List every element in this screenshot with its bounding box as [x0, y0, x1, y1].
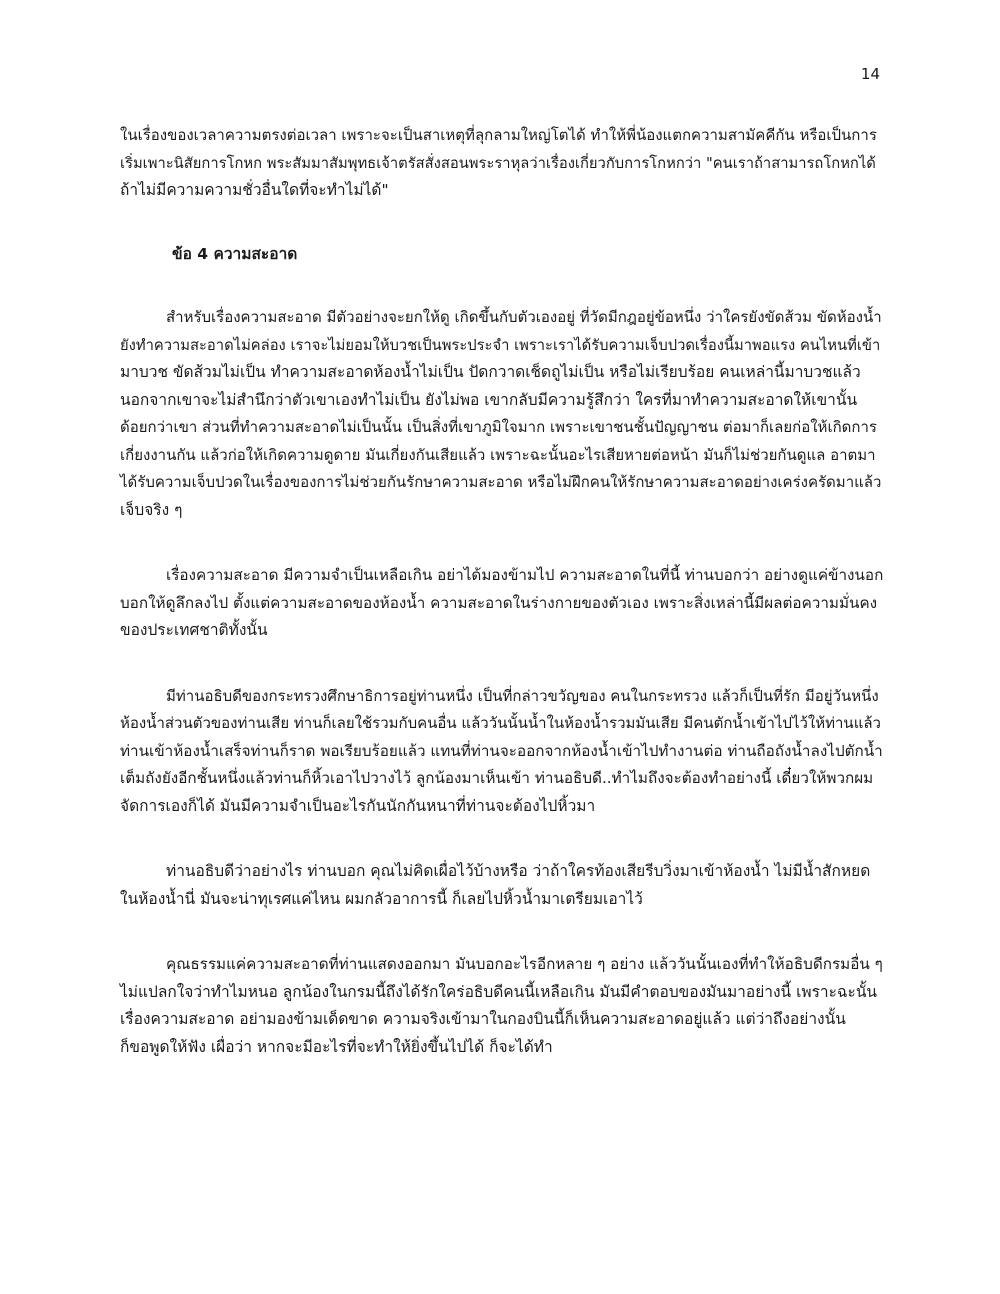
paragraph-1 — [120, 304, 885, 524]
text-line: มาบวช ขัดส้วมไม่เป็น ทำความสะอาดห้องน้ำไม่เป็น ปัดกวาดเช็ดถูไม่เป็น หรือไม่เรียบร้อย คนเหล่านี้มาบวชแล้ว — [120, 363, 861, 381]
paragraph-4 — [120, 858, 885, 913]
text-line: ก็ขอพูดให้ฟัง เผื่อว่า หากจะมีอะไรที่จะทำให้ยิ่งขึ้นไปได้ ก็จะได้ทำ — [120, 1037, 553, 1056]
page-number: 14 — [860, 65, 880, 83]
text-line: ได้รับความเจ็บปวดในเรื่องของการไม่ช่วยกันรักษาความสะอาด หรือไม่ฝึกคนให้รักษาความสะอาดอย่างเคร่งครัดมาแล้ว — [120, 473, 882, 491]
text-line: เรื่องความสะอาด อย่ามองข้ามเด็ดขาด ความจริงเข้ามาในกองบินนี้ก็เห็นความสะอาดอยู่แล้ว แต่ว่าถึงอย่างนั้น — [120, 1010, 846, 1028]
text-line: เกี่ยงงานกัน แล้วก่อให้เกิดความดูดาย มันเกี่ยงกันเสียแล้ว เพราะฉะนั้นอะไรเสียหายต่อหน้า มันก็ไม่ช่วยกันดูแล อาตมา — [120, 445, 876, 464]
text-line: ยังทำความสะอาดไม่คล่อง เราจะไม่ยอมให้บวชเป็นพระประจำ เพราะเราได้รับความเจ็บปวดเรื่องนี้มาพอแรง คนไหนที่เข้า — [120, 336, 881, 354]
text-line: ท่านเข้าห้องน้ำเสร็จท่านก็ราด พอเรียบร้อยแล้ว แทนที่ท่านจะออกจากห้องน้ำเข้าไปทำงานต่อ ท่านถือถังน้ำลงไปตักน้ำ — [120, 741, 883, 760]
paragraph-2 — [120, 562, 885, 645]
text-line: ท่านอธิบดีว่าอย่างไร ท่านบอก คุณไม่คิดเผื่อไว้บ้างหรือ ว่าถ้าใครท้องเสียรีบวิ่งมาเข้าห้องน้ำ ไม่มีน้ำสักหยด — [166, 862, 871, 880]
text-line: เต็มถังยังอีกชั้นหนึ่งแล้วท่านก็หิ้วเอาไปวางไว้ ลูกน้องมาเห็นเข้า ท่านอธิบดี..ทำไมถึงจะต้องทำอย่างนี้ เดี๋ยวให้พวกผม — [120, 769, 874, 787]
text-line: ด้อยกว่าเขา ส่วนที่ทำความสะอาดไม่เป็นนั้น เป็นสิ่งที่เขาภูมิใจมาก เพราะเขาชนชั้นปัญญาชน ต่อมาก็เลยก่อให้เกิดการ — [120, 418, 877, 436]
paragraph-5 — [120, 951, 885, 1061]
text-line: เจ็บจริง ๆ — [120, 500, 183, 519]
document-body — [120, 122, 885, 1061]
text-line: บอกให้ดูลึกลงไป ตั้งแต่ความสะอาดของห้องน้ำ ความสะอาดในร่างกายของตัวเอง เพราะสิ่งเหล่านี้มีผลต่อความมั่นคง — [120, 593, 878, 612]
text-line: ถ้าไม่มีความความชั่วอื่นใดที่จะทำไม่ได้" — [120, 181, 389, 199]
text-line: นอกจากเขาจะไม่สำนึกว่าตัวเขาเองทำไม่เป็น ยังไม่พอ เขากลับมีความรู้สึกว่า ใครที่มาทำความสะอาดให้เขานั้น — [120, 390, 858, 409]
intro-paragraph — [120, 122, 885, 205]
text-line: ห้องน้ำส่วนตัวของท่านเสีย ท่านก็เลยใช้รวมกับคนอื่น แล้ววันนั้นน้ำในห้องน้ำรวมมันเสีย มีคนตักน้ำเข้าไปไว้ให้ท่านแล้ว — [120, 714, 881, 732]
text-line: คุณธรรมแค่ความสะอาดที่ท่านแสดงออกมา มันบอกอะไรอีกหลาย ๆ อย่าง แล้ววันนั้นเองที่ทำให้อธิบดีกรมอื่น ๆ — [166, 955, 883, 973]
paragraph-3 — [120, 683, 885, 821]
text-line: เรื่องความสะอาด มีความจำเป็นเหลือเกิน อย่าได้มองข้ามไป ความสะอาดในที่นี้ ท่านบอกว่า อย่างดูแค่ข้างนอก — [166, 566, 884, 584]
text-line: ไม่แปลกใจว่าทำไมหนอ ลูกน้องในกรมนี้ถึงได้รักใคร่อธิบดีคนนี้เหลือเกิน มันมีคำตอบของมันมาอย่างนี้ เพราะฉะนั้น — [120, 982, 878, 1001]
text-line: สำหรับเรื่องความสะอาด มีตัวอย่างจะยกให้ดู เกิดขึ้นกับตัวเองอยู่ ที่วัดมีกฎอยู่ข้อหนึ่ง ว่าใครยังขัดส้วม ขัดห้องน้ำ — [166, 308, 882, 326]
text-line: ในเรื่องของเวลาความตรงต่อเวลา เพราะจะเป็นสาเหตุที่ลุกลามใหญ่โตได้ ทำให้พี่น้องแตกความสามัคคีกัน หรือเป็นการ — [120, 126, 877, 144]
text-line: มีท่านอธิบดีของกระทรวงศึกษาธิการอยู่ท่านหนึ่ง เป็นที่กล่าวขวัญของ คนในกระทรวง แล้วก็เป็นที่รัก มีอยู่วันหนึ่ง — [166, 686, 879, 705]
text-line: จัดการเองก็ได้ มันมีความจำเป็นอะไรกันนักกันหนาที่ท่านจะต้องไปหิ้วมา — [120, 796, 596, 815]
text-line: ในห้องน้ำนี่ มันจะน่าทุเรศแค่ไหน ผมกลัวอาการนี้ ก็เลยไปหิ้วน้ำมาเตรียมเอาไว้ — [120, 889, 643, 908]
text-line: เริ่มเพาะนิสัยการโกหก พระสัมมาสัมพุทธเจ้าตรัสสั่งสอนพระราหุลว่าเรื่องเกี่ยวกับการโกหกว่า "คนเราถ้าสามารถโกหกได้ — [120, 154, 876, 172]
section-heading: ข้อ 4 ความสะอาด — [172, 244, 298, 263]
text-line: ของประเทศชาติทั้งนั้น — [120, 621, 268, 639]
